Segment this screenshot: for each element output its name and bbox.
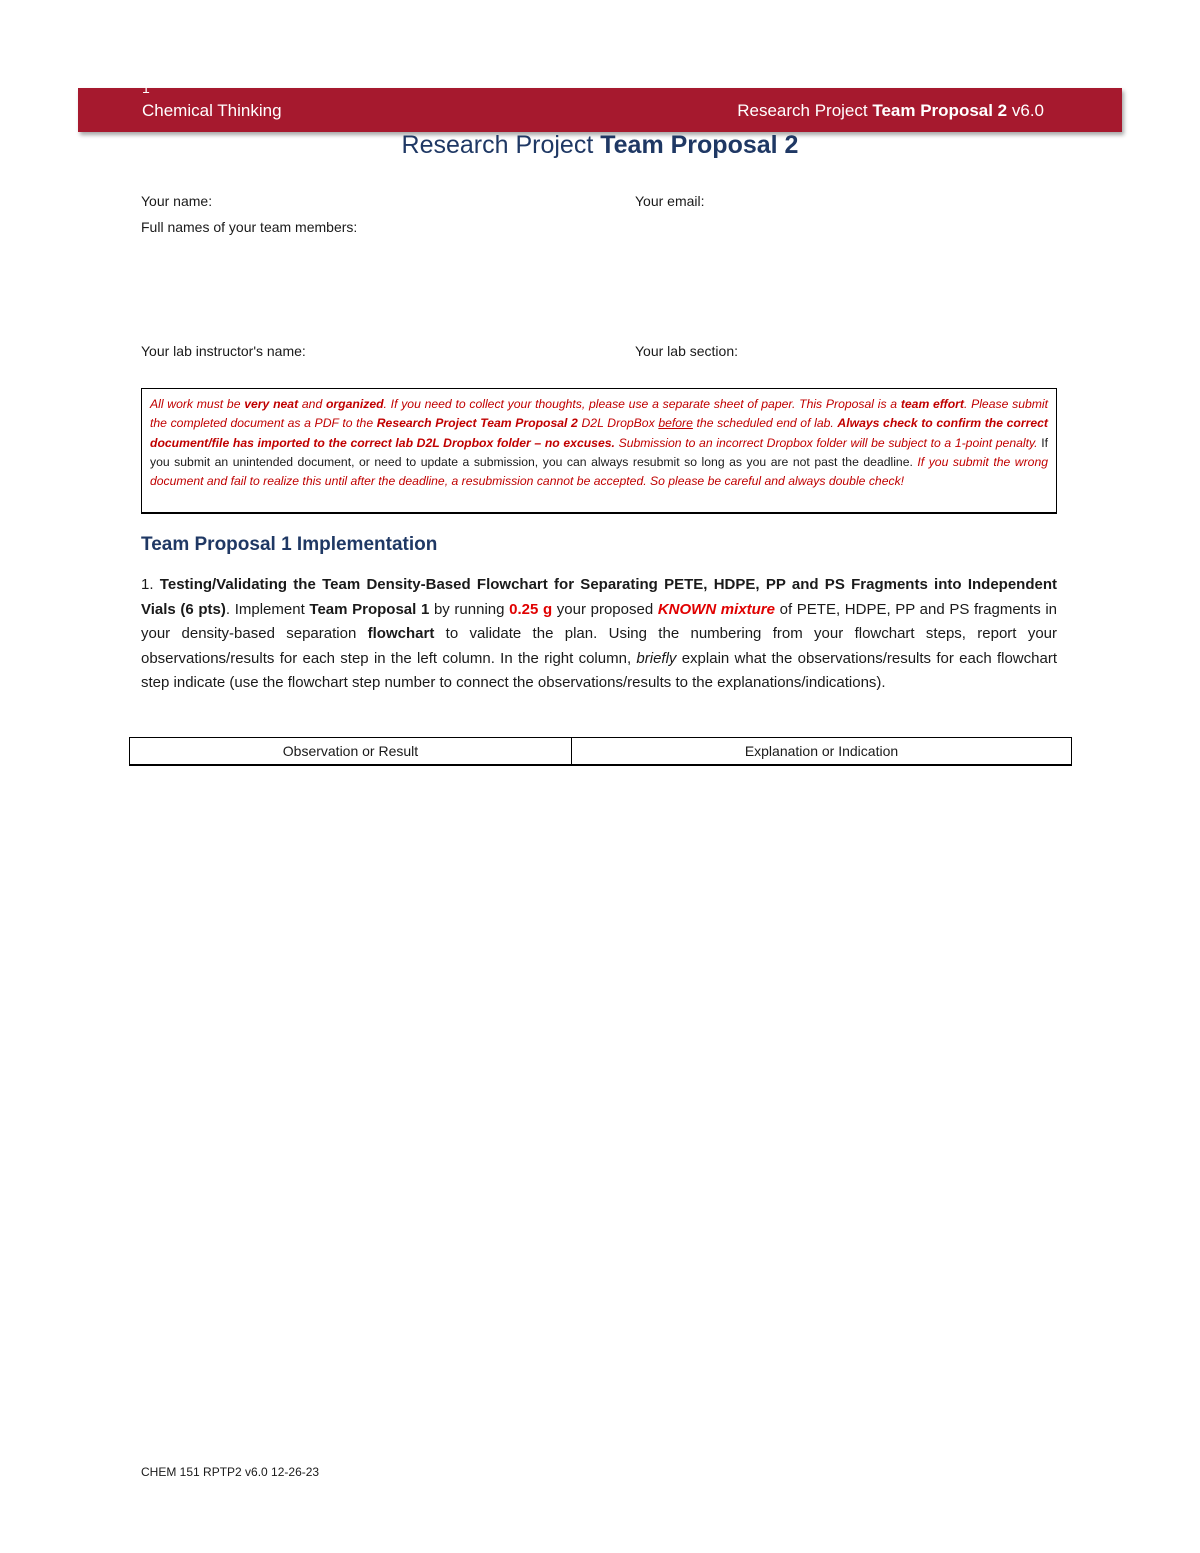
page-footer: CHEM 151 RPTP2 v6.0 12-26-23 xyxy=(141,1465,320,1479)
page-header-bar xyxy=(78,80,1122,132)
submission-notice-box: All work must be very neat and organized. If you need to collect your thoughts, please use a separate sheet of paper. This Proposal is a team effort. Please submit the completed document as a PDF to the Research Project Team Proposal 2 D2L DropBox before the scheduled end of lab. Always check to confirm the correct document/file has imported to the correct lab D2L Dropbox folder – no excuses. Submission to an incorrect Dropbox folder will be subject to a 1-point penalty. If you submit an unintended document, or need to update a submission, you can always resubmit so long as you are not past the deadline. If you submit the wrong document and fail to realize this until after the deadline, a resubmission cannot be accepted. So please be careful and always double check! xyxy=(141,388,1057,514)
your-name-label: Your name: xyxy=(141,193,213,209)
observation-table xyxy=(129,737,1072,766)
lab-instructor-label: Your lab instructor's name: xyxy=(141,343,306,359)
header-course-title: Chemical Thinking xyxy=(142,101,282,120)
page-number: 1 xyxy=(142,80,150,96)
lab-section-label: Your lab section: xyxy=(635,343,738,359)
section-heading: Team Proposal 1 Implementation xyxy=(141,534,438,555)
question-1-text: 1. Testing/Validating the Team Density-Based Flowchart for Separating PETE, HDPE, PP and PS Fragments into Independent Vials (6 pts). Implement Team Proposal 1 by running 0.25 g your proposed KNOWN mixture of PETE, HDPE, PP and PS fragments in your density-based separation flowchart to validate the plan. Using the numbering from your flowchart steps, report your observations/results for each step in the left column. In the right column, briefly explain what the observations/results for each flowchart step indicate (use the flowchart step number to connect the observations/results to the explanations/indications). xyxy=(141,576,1058,692)
team-members-label: Full names of your team members: xyxy=(141,219,358,235)
column-header-explanation: Explanation or Indication xyxy=(571,738,1071,766)
page-title: Research Project Team Proposal 2 xyxy=(401,131,799,159)
column-header-observation: Observation or Result xyxy=(130,738,572,766)
header-document-title: Research Project Team Proposal 2 v6.0 xyxy=(737,101,1044,120)
your-email-label: Your email: xyxy=(635,193,705,209)
